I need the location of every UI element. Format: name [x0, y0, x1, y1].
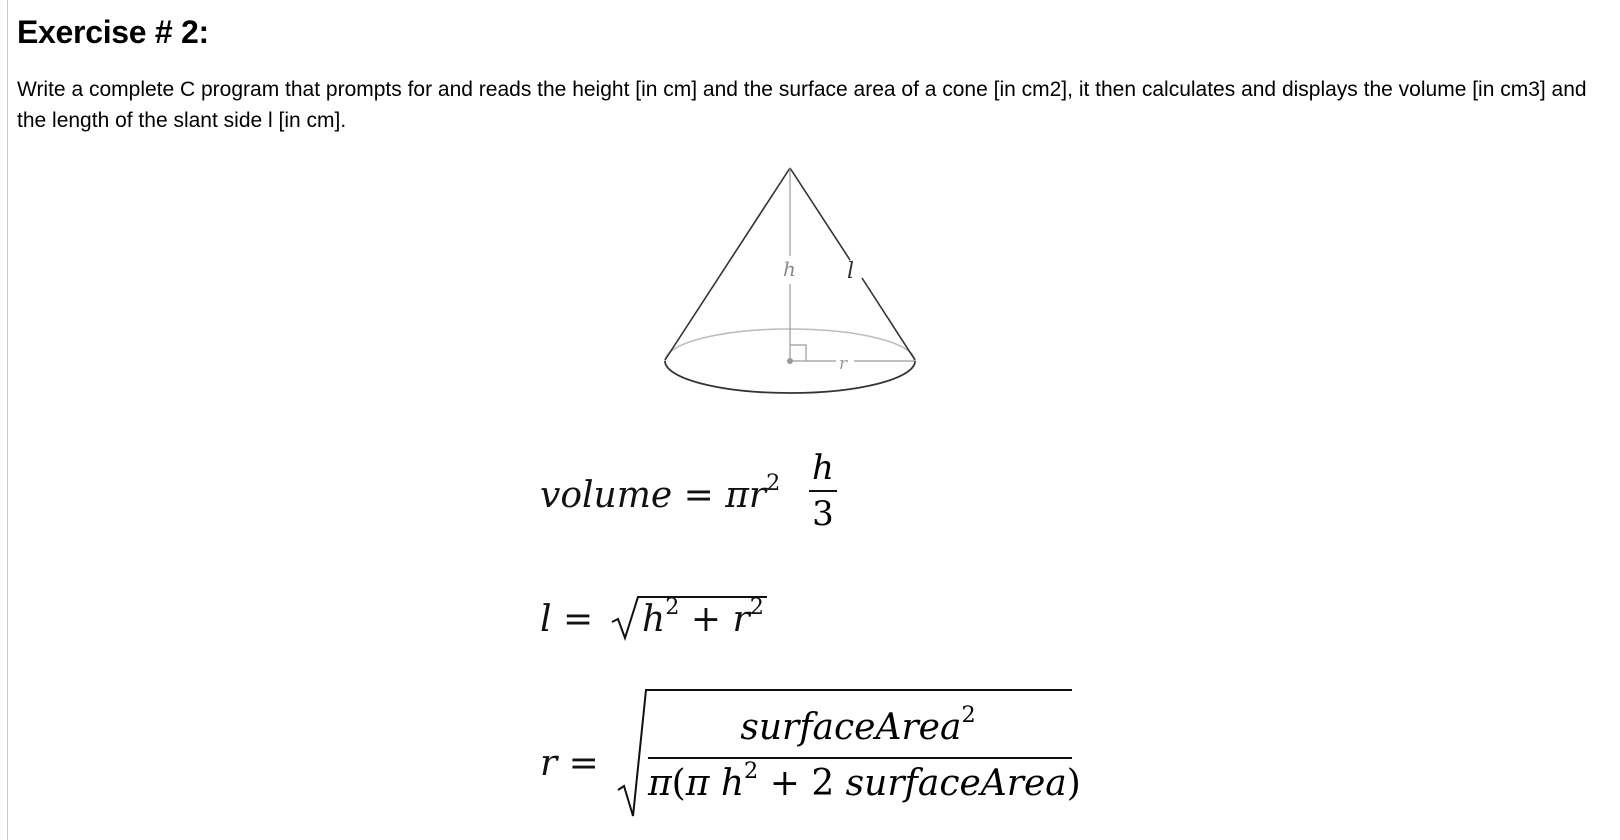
- slant-formula: [540, 598, 593, 642]
- height-label: h: [783, 257, 796, 281]
- slant-h-exponent: 2: [665, 594, 680, 621]
- radius-den-pi: π: [648, 763, 672, 804]
- cone-right-side-lower: [862, 278, 915, 360]
- right-angle-marker: [790, 345, 806, 361]
- volume-equals: =: [683, 475, 714, 516]
- slant-lhs: l: [540, 599, 552, 640]
- volume-fraction-bar: [809, 490, 837, 492]
- radius-denominator: [648, 758, 1081, 810]
- radius-den-open: (: [671, 763, 686, 804]
- slant-r: r: [732, 599, 750, 640]
- radius-equals: =: [568, 743, 599, 784]
- volume-r-exponent: 2: [766, 470, 781, 497]
- slant-r-exponent: 2: [749, 594, 764, 621]
- slant-label: l: [847, 259, 855, 284]
- radius-den-h: h: [720, 763, 745, 804]
- cone-right-side: [790, 168, 850, 260]
- volume-fraction-denominator: 3: [812, 494, 834, 534]
- volume-formula: [540, 470, 781, 520]
- radius-numerator: [648, 702, 1068, 754]
- slant-radicand: [642, 594, 764, 646]
- exercise-title: Exercise # 2:: [17, 14, 209, 50]
- volume-fraction: [809, 448, 837, 534]
- radius-den-plus: +: [769, 763, 800, 804]
- volume-r: r: [748, 475, 767, 516]
- radius-lhs: r: [540, 743, 558, 784]
- cone-left-side: [665, 168, 790, 360]
- radius-numerator-exponent: 2: [961, 702, 976, 729]
- radius-den-var: surfaceArea: [845, 763, 1067, 804]
- radius-den-two: 2: [811, 763, 835, 804]
- radius-fraction-bar: [648, 757, 1072, 759]
- radius-den-close: ): [1066, 763, 1081, 804]
- radius-den-pi2: π: [685, 763, 710, 804]
- radius-den-h-exponent: 2: [744, 758, 759, 785]
- exercise-prompt: Write a complete C program that prompts for and reads the height [in cm] and the surface area of a cone [in cm2], it then calculates and displays the volume [in cm3] and the length of the slant side l [in cm].: [17, 78, 1587, 132]
- cone-diagram: [640, 160, 940, 410]
- radius-label: r: [839, 354, 848, 374]
- slant-plus: +: [690, 599, 722, 640]
- slant-h: h: [642, 599, 666, 640]
- volume-lhs: volume: [540, 475, 673, 516]
- left-border: [7, 0, 8, 840]
- volume-pi: π: [725, 475, 749, 516]
- cone-base-front-arc: [665, 361, 915, 393]
- radius-numerator-var: surfaceArea: [740, 707, 962, 748]
- slant-equals: =: [562, 599, 594, 640]
- volume-fraction-numerator: h: [812, 448, 834, 488]
- radius-formula: [540, 742, 599, 786]
- center-point: [787, 358, 793, 364]
